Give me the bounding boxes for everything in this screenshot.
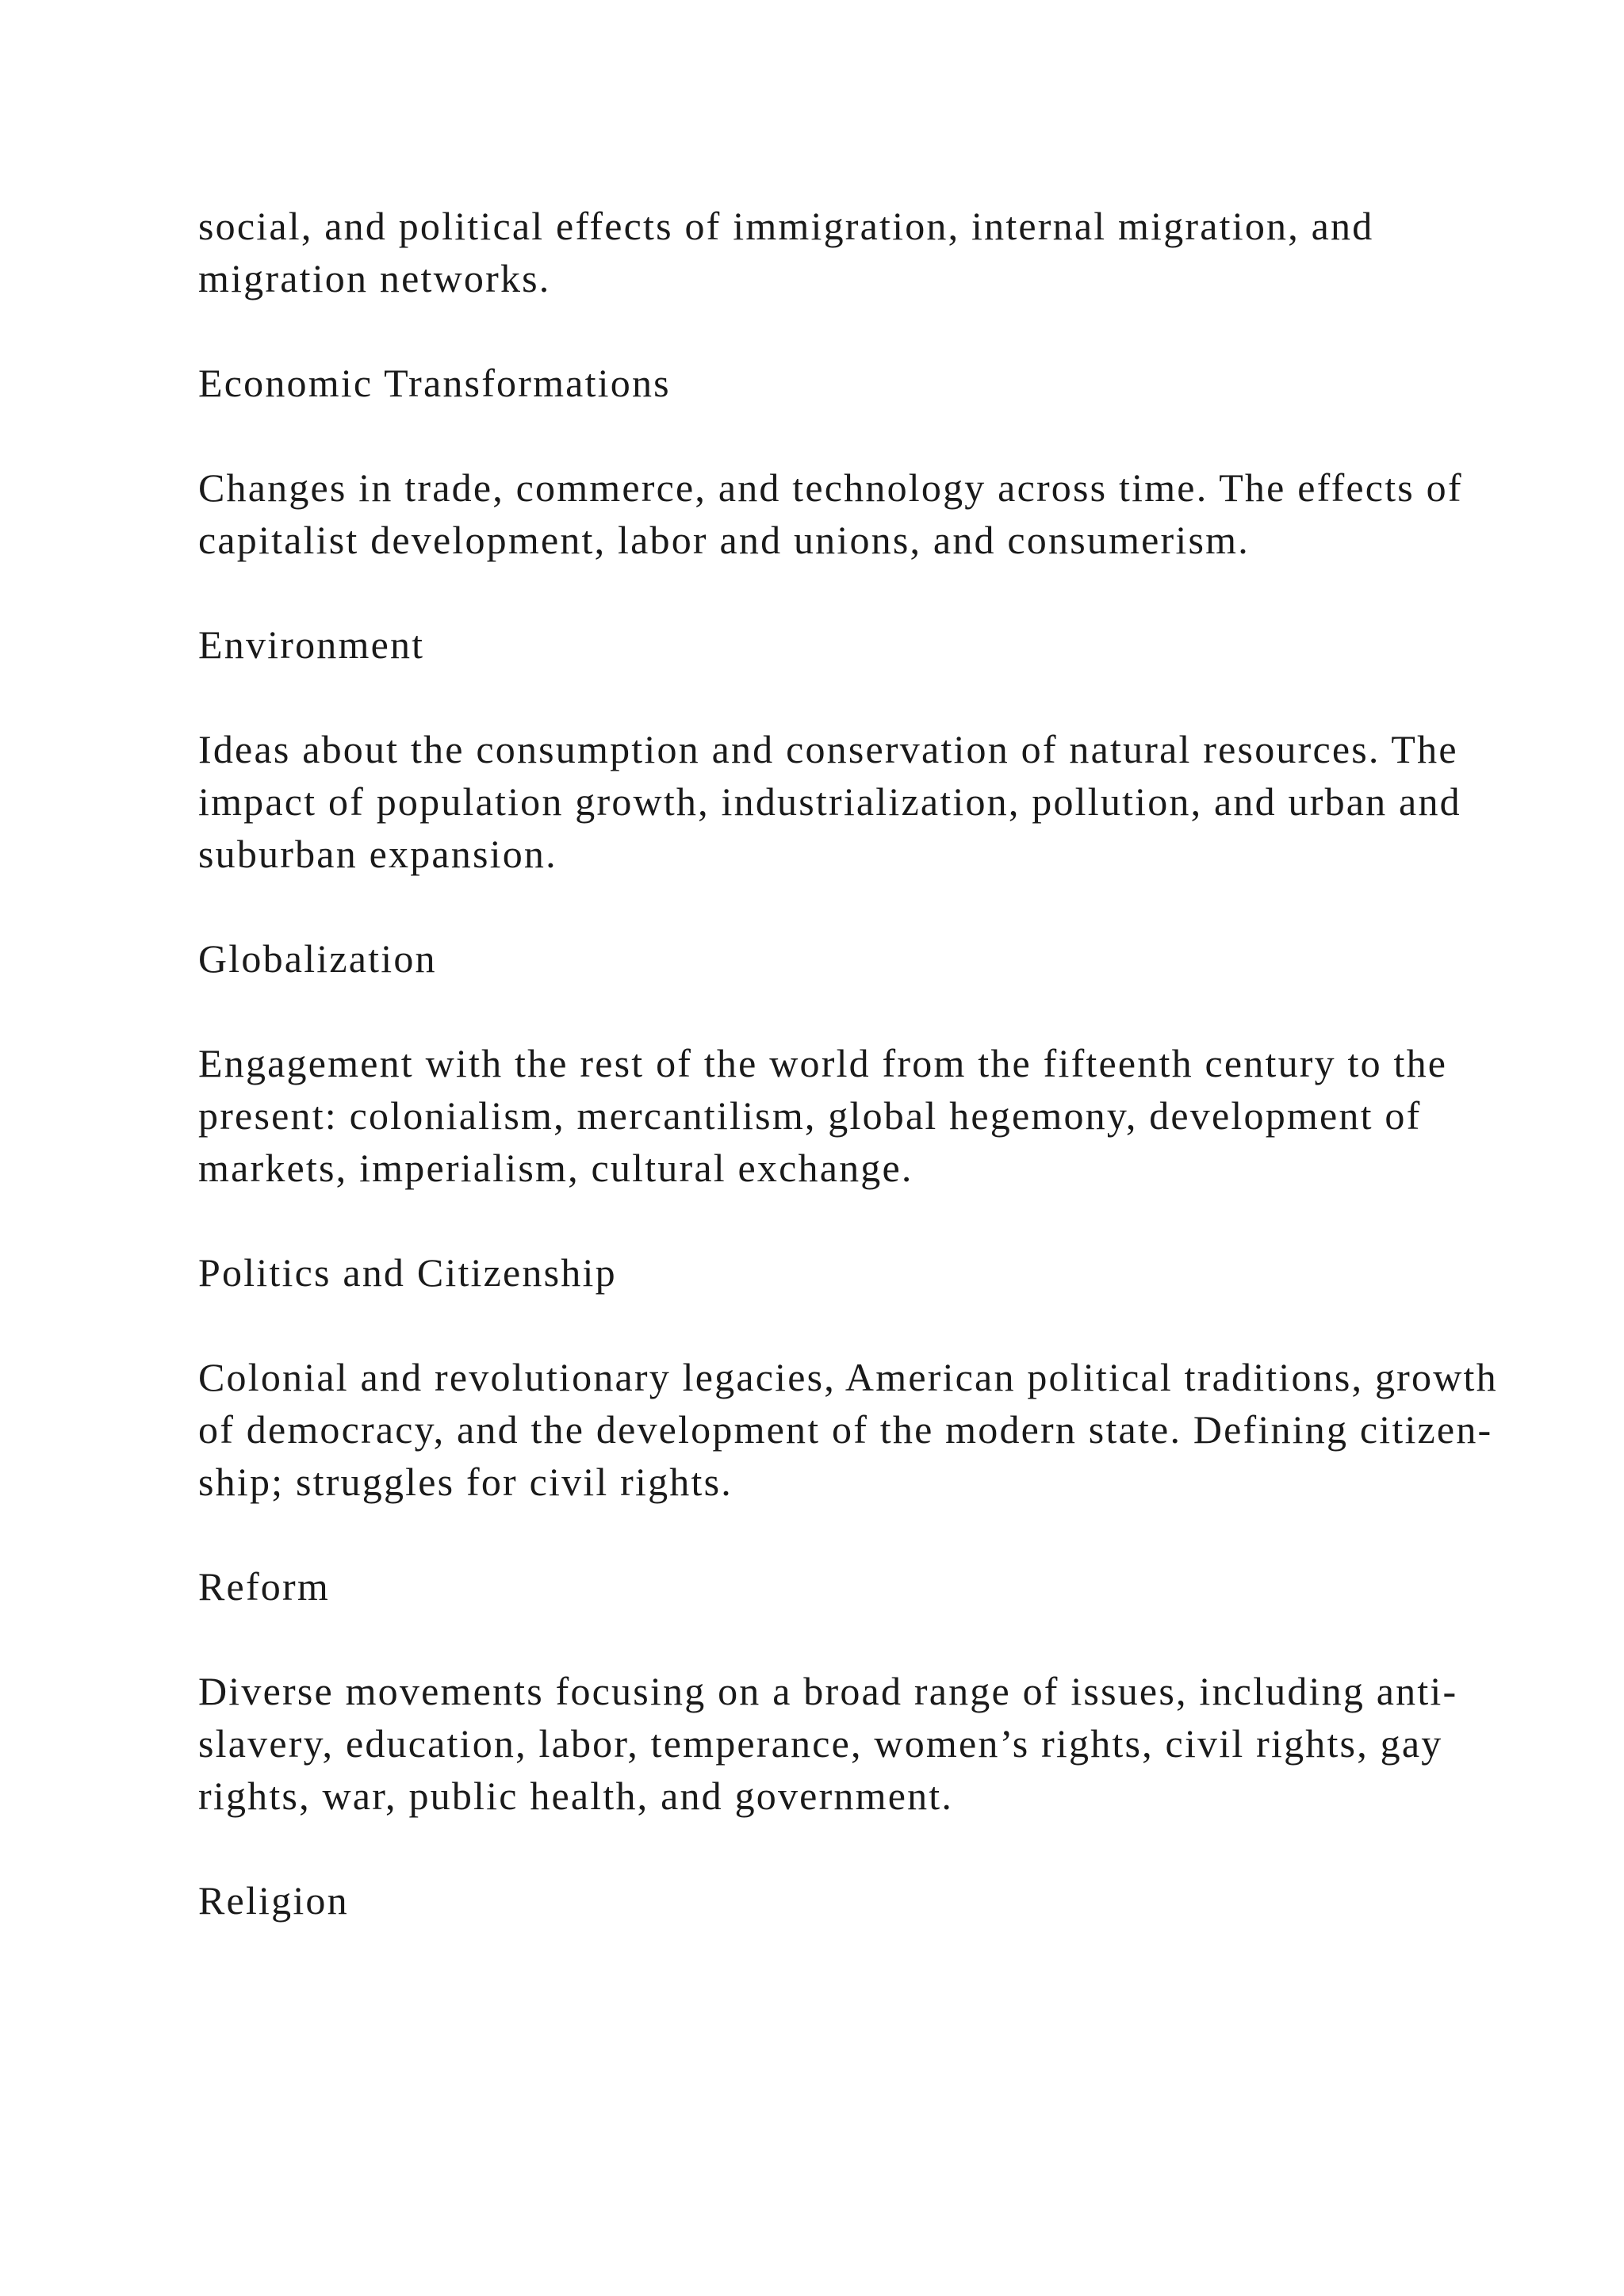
document-page <box>198 200 1499 1927</box>
heading-reform: Reform <box>198 1564 330 1609</box>
heading-religion: Religion <box>198 1878 349 1923</box>
paragraph-environment: Ideas about the consumption and conservation of natural resources. The impact of population growth, industrialization, pollution, and urban and suburban expansion. <box>198 727 1461 876</box>
paragraph-migration-effects: social, and political effects of immigration, internal migration, and migration networks. <box>198 204 1374 300</box>
paragraph-politics-and-citizenship: Colonial and revolutionary legacies, American political traditions, growth of democracy, and the development of the modern state. Defining citizen- ship; struggles for civil rights. <box>198 1355 1498 1504</box>
heading-globalization: Globalization <box>198 936 437 981</box>
paragraph-reform: Diverse movements focusing on a broad range of issues, including anti- slavery, education, labor, temperance, women’s rights, civil rights, gay rights, war, public health, and government. <box>198 1669 1458 1818</box>
heading-economic-transformations: Economic Transformations <box>198 361 671 405</box>
paragraph-economic-transformations: Changes in trade, commerce, and technology across time. The effects of capitalist development, labor and unions, and consumerism. <box>198 465 1463 562</box>
paragraph-globalization: Engagement with the rest of the world from the fifteenth century to the present: colonialism, mercantilism, global hegemony, development of markets, imperialism, cultural exchange. <box>198 1041 1448 1190</box>
heading-politics-and-citizenship: Politics and Citizenship <box>198 1250 617 1295</box>
heading-environment: Environment <box>198 622 425 667</box>
